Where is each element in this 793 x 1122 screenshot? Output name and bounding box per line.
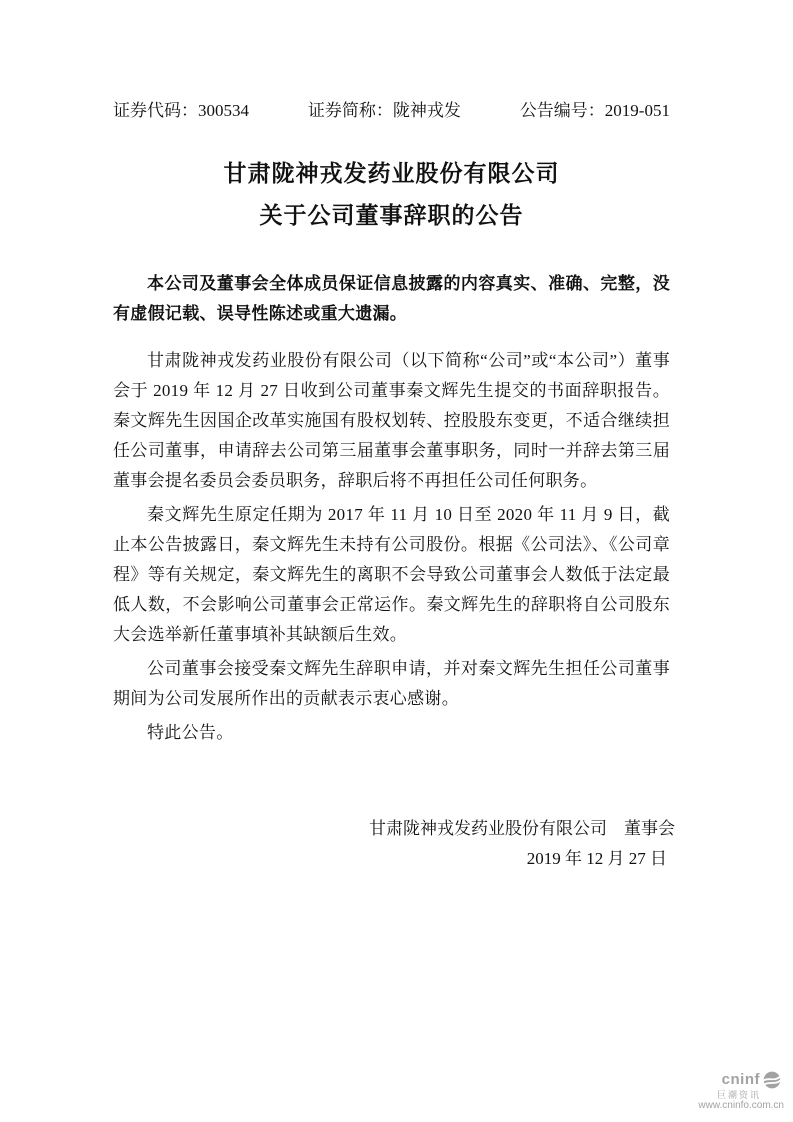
announcement-number: 公告编号：2019-051 (519, 101, 670, 120)
signature-date: 2019 年 12 月 27 日 (526, 849, 667, 868)
body-paragraph-3: 公司董事会接受秦文辉先生辞职申请，并对秦文辉先生担任公司董事期间为公司发展所作出的贡献表示衷心感谢。 (113, 659, 670, 708)
body-paragraph-1: 甘肃陇神戎发药业股份有限公司（以下简称“公司”或“本公司”）董事会于 2019 年 12 月 27 日收到公司董事秦文辉先生提交的书面辞职报告。秦文辉先生因国企改革实施国有股权划转、控股股东变更，不适合继续担任公司董事，申请辞去公司第三届董事会董事职务，同时一并辞去第三届董事会提名委员会委员职务，辞职后将不再担任公司任何职务。 (113, 351, 670, 490)
company-name-title: 甘肃陇神戎发药业股份有限公司 (223, 161, 560, 186)
stock-code: 证券代码：300534 (113, 101, 249, 120)
document-content (113, 0, 675, 874)
signature-company: 甘肃陇神戎发药业股份有限公司 董事会 (369, 819, 675, 838)
signature-block (113, 814, 675, 874)
stock-abbr: 证券简称：陇神戎发 (307, 101, 461, 120)
body-paragraph-2: 秦文辉先生原定任期为 2017 年 11 月 10 日至 2020 年 11 月 9 日，截止本公告披露日，秦文辉先生未持有公司股份。根据《公司法》、《公司章程》等有关规定，秦文辉先生的离职不会导致公司董事会人数低于法定最低人数，不会影响公司董事会正常运作。秦文辉先生的辞职将自公司股东大会选举新任董事填补其缺额后生效。 (113, 505, 670, 644)
cninfo-brand-row (628, 1070, 788, 1090)
cninfo-swirl-icon (762, 1070, 782, 1090)
cninfo-chinese-name: 巨潮资讯 (716, 1090, 761, 1100)
cninfo-brand-text: cninf (721, 1071, 760, 1089)
body-paragraph-4: 特此公告。 (147, 723, 234, 742)
cninfo-url: www.cninfo.com.cn (698, 1100, 784, 1112)
cninfo-watermark (628, 1070, 788, 1112)
announcement-title: 关于公司董事辞职的公告 (259, 203, 524, 228)
document-header (113, 0, 670, 121)
disclaimer-paragraph: 本公司及董事会全体成员保证信息披露的内容真实、准确、完整，没有虚假记载、误导性陈述或重大遗漏。 (113, 274, 670, 323)
